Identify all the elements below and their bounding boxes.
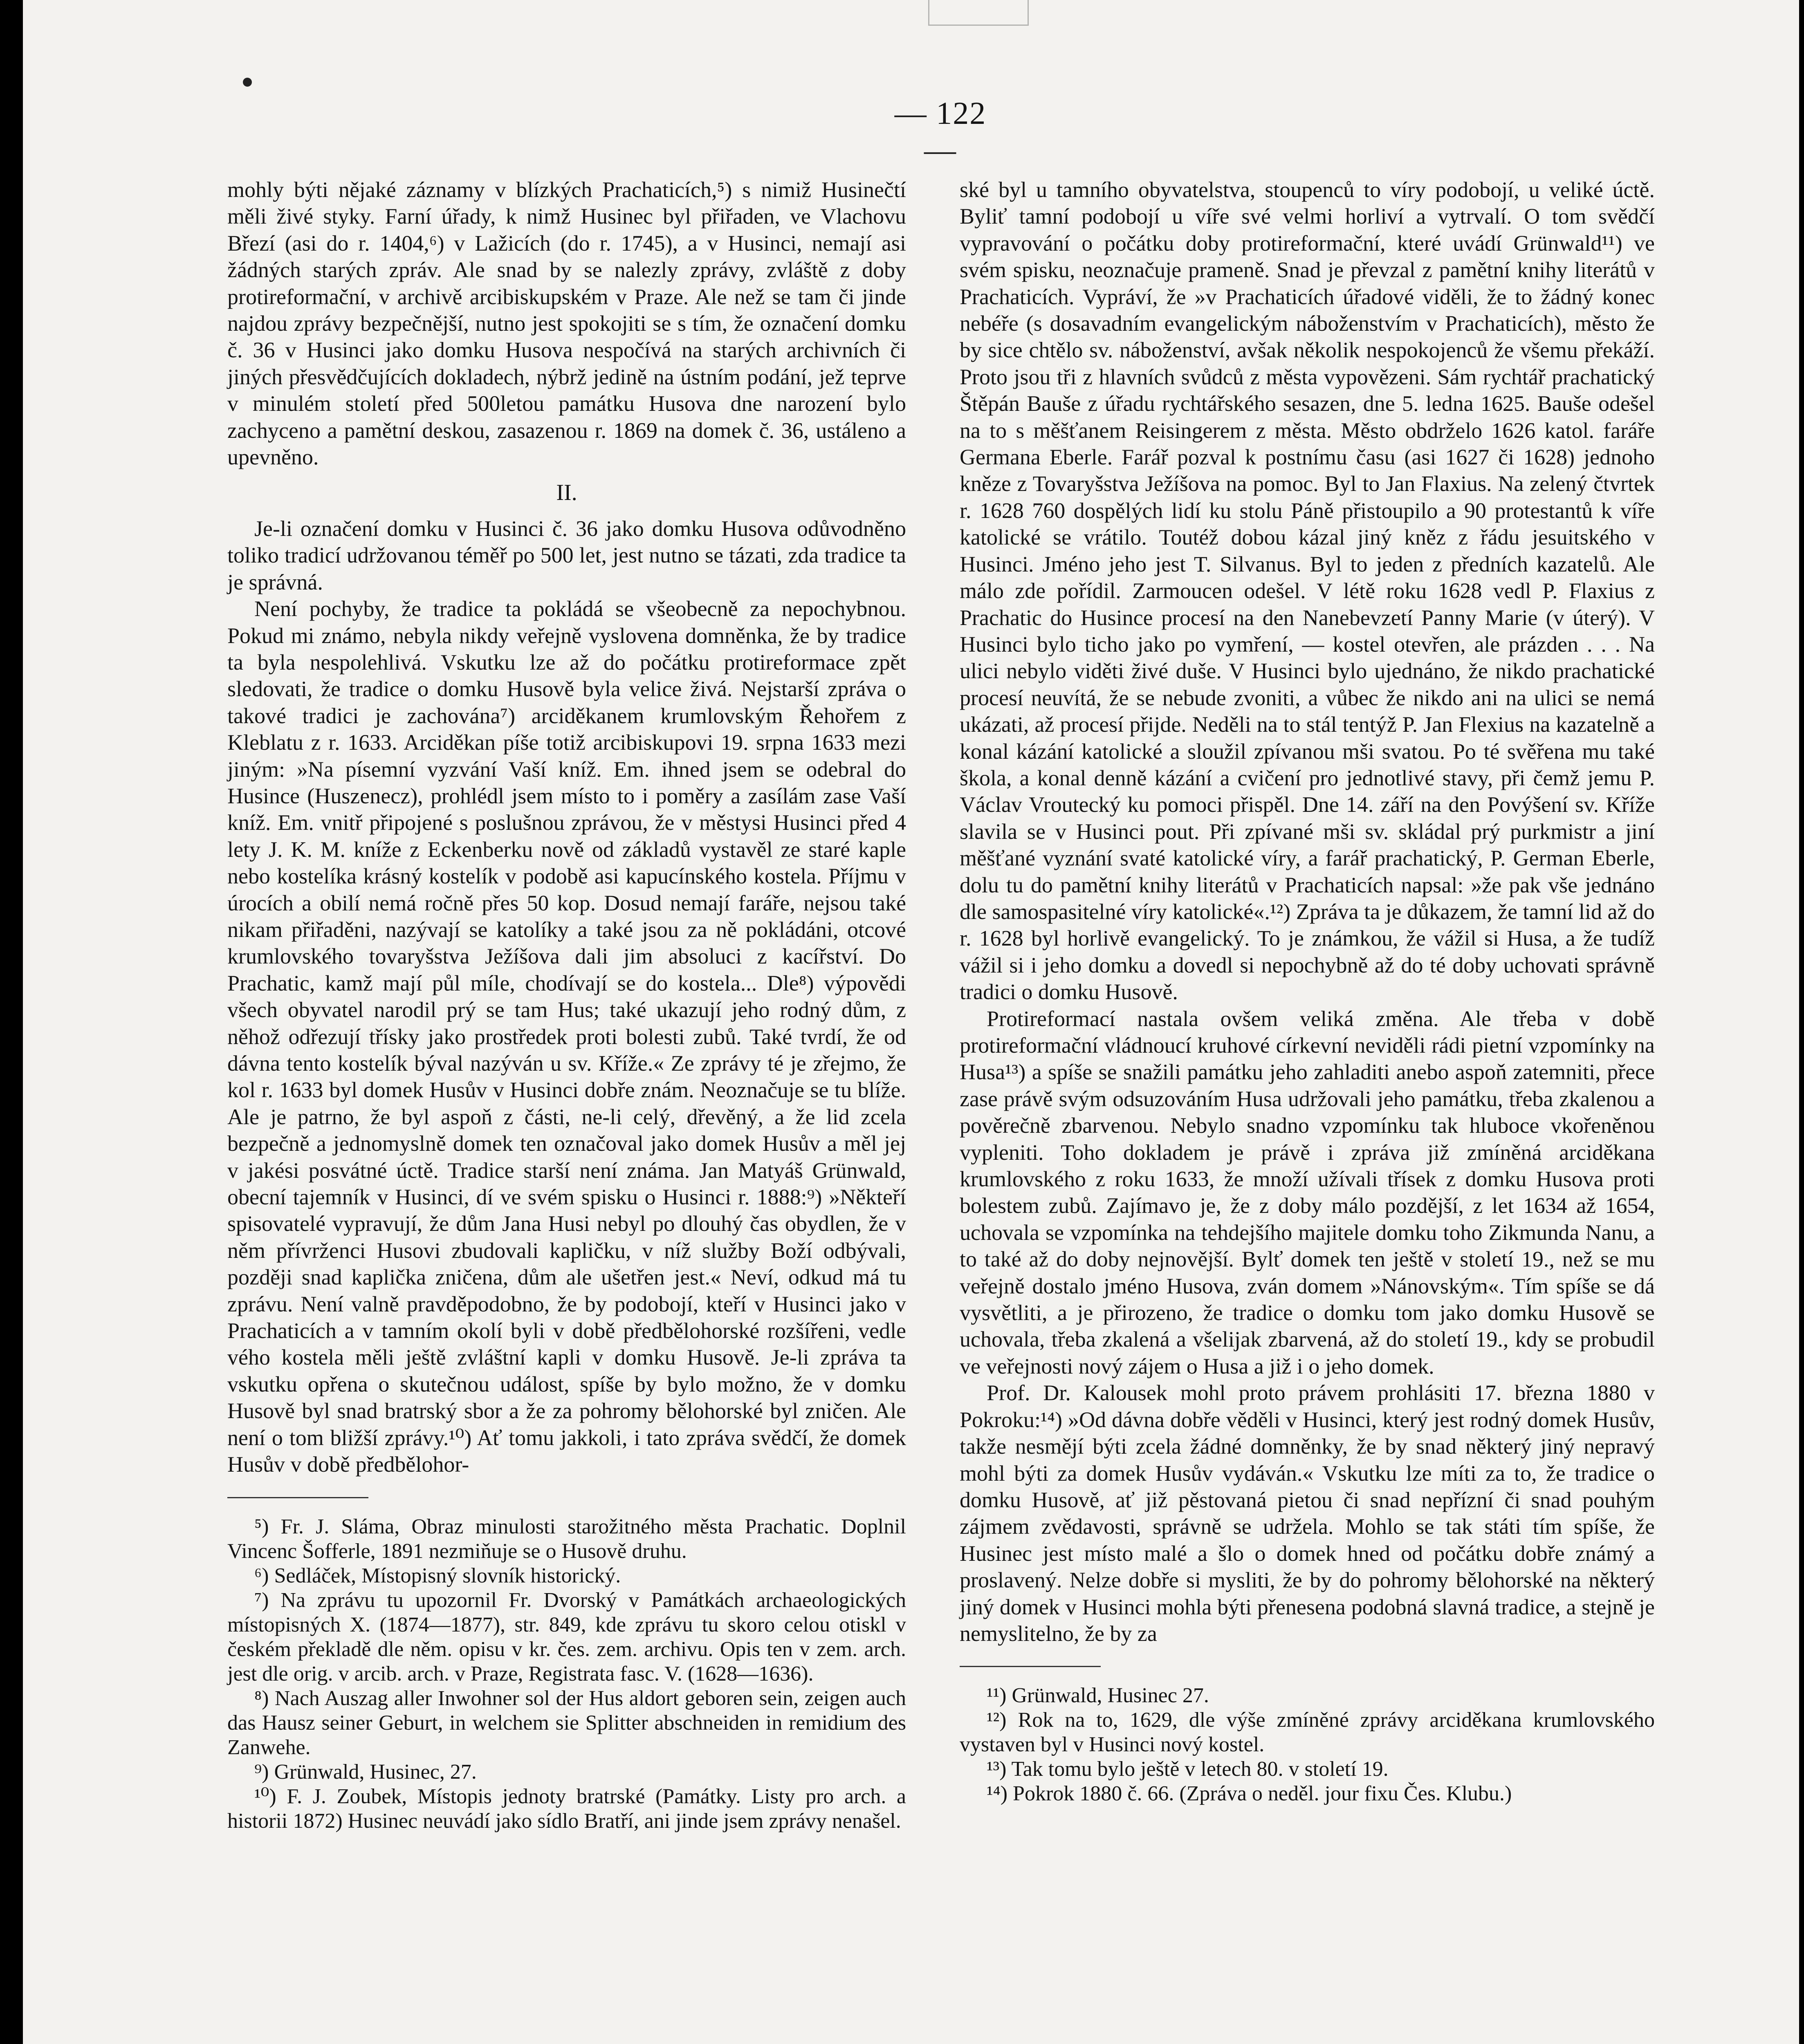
left-paragraph-2: Je-li označení domku v Husinci č. 36 jako domku Husova odůvodněno toliko tradicí udržovanou téměř po 500 let, jest nutno se tázati, zda tradice ta je správná. xyxy=(227,516,906,594)
left-paragraph-1: mohly býti nějaké záznamy v blízkých Prachaticích,⁵) s nimiž Husinečtí měli živé styky. Farní úřady, k nimž Husinec byl přiřaden, ve Vlachovu Březí (asi do r. 1404,⁶) v Lažicích (do r. 1745), a v Husinci, nemají asi žádných starých zpráv. Ale snad by se nalezly zprávy, zvláště z doby protireformační, v archivě arcibiskupském v Praze. Ale než se tam či jinde najdou zprávy bezpečnější, nutno jest spokojiti se s tím, že označení domku č. 36 v Husinci jako domku Husova nespočívá na starých archivních či jiných přesvědčujících dokladech, nýbrž jedině na ústním podání, jež teprve v minulém století před 500letou památku Husova dne narození bylo zachyceno a pamětní deskou, zasazenou r. 1869 na domek č. 36, ustáleno a upevněno. xyxy=(227,177,906,470)
footnote-6: ⁶) Sedláček, Místopisný slovník historický. xyxy=(254,1564,621,1587)
right-column xyxy=(960,177,1655,1806)
scan-border-left xyxy=(0,0,23,2044)
page-number: — 122 — xyxy=(894,95,987,168)
right-footnotes xyxy=(960,1683,1655,1806)
section-heading: II. xyxy=(556,480,577,506)
footnote-13: ¹³) Tak tomu bylo ještě v letech 80. v století 19. xyxy=(987,1757,1389,1781)
left-footnotes xyxy=(227,1515,906,1833)
footnote-divider xyxy=(960,1666,1101,1667)
footnote-divider xyxy=(227,1497,368,1498)
punch-hole-mark xyxy=(243,78,252,87)
footnote-8: ⁸) Nach Auszag aller Inwohner sol der Hus aldort geboren sein, zeigen auch das Hausz seiner Geburt, in welchem sie Splitter abschneiden in remidium des Zanwehe. xyxy=(227,1686,906,1759)
footnote-9: ⁹) Grünwald, Husinec, 27. xyxy=(254,1760,477,1784)
footnote-10: ¹⁰) F. J. Zoubek, Místopis jednoty bratrské (Památky. Listy pro arch. a historii 1872) Husinec neuvádí jako sídlo Bratří, ani jinde jsem zprávy nenašel. xyxy=(227,1784,906,1833)
scan-border-right xyxy=(1799,0,1804,2044)
footnote-11: ¹¹) Grünwald, Husinec 27. xyxy=(987,1684,1209,1708)
footnote-7: ⁷) Na zprávu tu upozornil Fr. Dvorský v Památkách archaeologických místopisných X. (1874—1877), str. 849, kde zprávu tu skoro celou otiskl v českém překladě dle něm. opisu v kr. čes. zem. archivu. Opis ten v zem. arch. jest dle orig. v arcib. arch. v Praze, Registrata fasc. V. (1628—1636). xyxy=(227,1588,906,1685)
right-paragraph-2: Protireformací nastala ovšem veliká změna. Ale třeba v době protireformační vládnoucí kruhové církevní neviděli rádi pietní vzpomínky na Husa¹³) a spíše se snažili památku jeho zahladiti anebo aspoň zatemniti, přece zase právě svým odsuzováním Husa udržovali jeho památku, třeba zkalenou a pověrečně zbarvenou. Nebylo snadno vzpomínku tak hluboce vkořeněnou vypleniti. Toho dokladem je právě i zpráva již zmíněná arciděkana krumlovského z roku 1633, že množí užívali třísek z domku Husova proti bolestem zubů. Zajímavo je, že z doby málo pozdější, z let 1634 až 1654, uchovala se vzpomínka na tehdejšího majitele domku toho Zikmunda Nanu, a to také až do doby nejnovější. Bylť domek ten ještě v století 19., než se mu veřejně dostalo jméno Husova, zván domem »Nánovským«. Tím spíše se dá vysvětliti, a je přirozeno, že tradice o domku tom jako domku Husově se uchovala, třeba zkalená a všelijak zbarvená, až do století 19., kdy se probudil ve veřejnosti nový zájem o Husa a již i o jeho domek. xyxy=(960,1006,1655,1378)
footnote-12: ¹²) Rok na to, 1629, dle výše zmíněné zprávy arciděkana krumlovského vystaven byl v Husinci nový kostel. xyxy=(960,1708,1655,1757)
binding-mark xyxy=(928,0,1029,26)
right-paragraph-1: ské byl u tamního obyvatelstva, stoupenců to víry podobojí, u veliké úctě. Byliť tamní podobojí u víře své velmi horliví a vytrvalí. O tom svědčí vypravování o počátku doby protireformační, které uvádí Grünwald¹¹) ve svém spisku, neoznačuje prameně. Snad je převzal z pamětní knihy literátů v Prachaticích. Vypráví, že »v Prachaticích úřadové viděli, že to žádný konec nebéře (s dosavadním evangelickým náboženstvím v Prachaticích), město že by sice chtělo sv. náboženství, avšak několik nespokojenců že všemu překáží. Proto jsou tři z hlavních svůdců z města vypovězeni. Sám rychtář prachatický Štěpán Bauše z úřadu rychtářského sesazen, dne 5. ledna 1625. Bauše odešel na to s měšťanem Reisingerem z města. Město obdrželo 1626 katol. faráře Germana Eberle. Farář pozval k postnímu času (asi 1627 či 1628) jednoho kněze z Tovaryšstva Ježíšova na pomoc. Byl to Jan Flaxius. Na zelený čtvrtek r. 1628 760 dospělých lidí ku stolu Páně přistoupilo a 90 protestantů k víře katolické se vrátilo. Toutéž dobou kázal jiný kněz z řádu jesuitského v Husinci. Jméno jeho jest T. Silvanus. Byl to jeden z předních kazatelů. Ale málo zde pořídil. Zarmoucen odešel. V létě roku 1628 vedl P. Flaxius z Prachatic do Husince procesí na den Nanebevzetí Panny Marie (v úterý). V Husinci bylo ticho jako po vymření, — kostel otevřen, ale prázden . . . Na ulici nebylo viděti živé duše. V Husinci bylo ujednáno, že nikdo prachatické procesí neuvítá, že se nebude zvoniti, a vůbec že nikdo ani na ulici se nemá ukázati, až procesí přijde. Neděli na to stál tentýž P. Jan Flexius na kazatelně a konal kázání katolické a sloužil zpívanou mši svatou. Po té svěřena mu také škola, a konal denně kázání a cvičení pro jednotlivé stavy, při čemž jemu P. Václav Vroutecký ku pomoci přispěl. Dne 14. září na den Povýšení sv. Kříže slavila se v Husinci pout. Při zpívané mši sv. skládal prý purkmistr a jiní měšťané vyznání svaté katolické víry, a farář prachatický, P. German Eberle, dolu tu do pamětní knihy literátů v Prachaticích napsal: »že pak vše jednáno dle samospasitelné víry katolické«.¹²) Zpráva ta je důkazem, že tamní lid až do r. 1628 byl horlivě evangelický. To je známkou, že vážil si Husa, a že tudíž vážil si i jeho domku a dovedl si nepochybně až do té doby uchovati správně tradici o domku Husově. xyxy=(960,177,1655,1004)
footnote-5: ⁵) Fr. J. Sláma, Obraz minulosti starožitného města Prachatic. Doplnil Vincenc Šofferle, 1891 nezmiňuje se o Husově druhu. xyxy=(227,1515,906,1563)
left-column xyxy=(227,177,906,1833)
left-paragraph-3: Není pochyby, že tradice ta pokládá se všeobecně za nepochybnou. Pokud mi známo, nebyla nikdy veřejně vyslovena domněnka, že by tradice ta byla nespolehlivá. Vskutku lze až do počátku protireformace zpět sledovati, že tradice o domku Husově byla velice živá. Nejstarší zpráva o takové tradici je zachována⁷) arciděkanem krumlovským Řehořem z Kleblatu z r. 1633. Arciděkan píše totiž arcibiskupovi 19. srpna 1633 mezi jiným: »Na písemní vyzvání Vaší kníž. Em. ihned jsem se odebral do Husince (Huszenecz), prohlédl jsem místo to i poměry a zasílám zase Vaší kníž. Em. vnitř připojené s poslušnou zprávou, že v městysi Husinci před 4 lety J. K. M. kníže z Eckenberku nově od základů vystavěl ze staré kaple nebo kostelíka krásný kostelík v podobě asi kapucínského kostela. Příjmu v úrocích a obilí nemá ročně přes 50 kop. Dosud nemají faráře, nejsou také nikam přiřaděni, nazývají se katolíky a také jsou za ně pokládáni, otcové krumlovského tovaryšstva Ježíšova dali jim absoluci z kacířství. Do Prachatic, kamž mají půl míle, chodívají se do kostela... Dle⁸) výpovědi všech obyvatel narodil prý se tam Hus; také ukazují jeho rodný dům, z něhož odřezují třísky jako prostředek proti bolesti zubů. Také tvrdí, že od dávna tento kostelík býval nazýván u sv. Kříže.« Ze zprávy té je zřejmo, že kol r. 1633 byl domek Husův v Husinci dobře znám. Neoznačuje se tu blíže. Ale je patrno, že byl aspoň z části, ne-li celý, dřevěný, a že lid zcela bezpečně a jednomyslně domek ten označoval jako domek Husův a měl jej v jakési posvátné úctě. Tradice starší není známa. Jan Matyáš Grünwald, obecní tajemník v Husinci, dí ve svém spisku o Husinci r. 1888:⁹) »Někteří spisovatelé vypravují, že dům Jana Husi nebyl po dlouhý čas obydlen, že v něm přívrženci Husovi zbudovali kapličku, v níž služby Boží odbývali, později snad kaplička zničena, dům ale ušetřen jest.« Neví, odkud má tu zprávu. Není valně pravděpodobno, že by podobojí, kteří v Husinci jako v Prachaticích a v tamním okolí byli v době předbělohorské rozšířeni, vedle vého kostela měli ještě zvláštní kapli v domku Husově. Je-li zpráva ta vskutku opřena o skutečnou událost, spíše by bylo možno, že v domku Husově byl snad bratrský sbor a že za pohromy bělohorské byl zničen. Ale není o tom bližší zprávy.¹⁰) Ať tomu jakkoli, i tato zpráva svědčí, že domek Husův v době předbělohor- xyxy=(227,596,906,1477)
footnote-14: ¹⁴) Pokrok 1880 č. 66. (Zpráva o neděl. jour fixu Čes. Klubu.) xyxy=(987,1782,1512,1806)
right-paragraph-3: Prof. Dr. Kalousek mohl proto právem prohlásiti 17. března 1880 v Pokroku:¹⁴) »Od dávna dobře věděli v Husinci, který jest rodný domek Husův, takže nesmějí býti zcela žádné domněnky, že by snad některý jiný nepravý mohl býti za domek Husův vydáván.« Vskutku lze míti za to, že tradice o domku Husově, ať již pěstovaná pietou či snad nepřízní či snad pouhým zájmem zvědavosti, správně se udržela. Mohlo se tak státi tím spíše, že Husinec jest místo malé a šlo o domek hned od počátku dobře známý a proslavený. Nelze dobře si mysliti, že by do pohromy bělohorské na některý jiný domek v Husinci mohla býti přenesena podobná slavná tradice, a stejně je nemyslitelno, že by za xyxy=(960,1381,1655,1646)
